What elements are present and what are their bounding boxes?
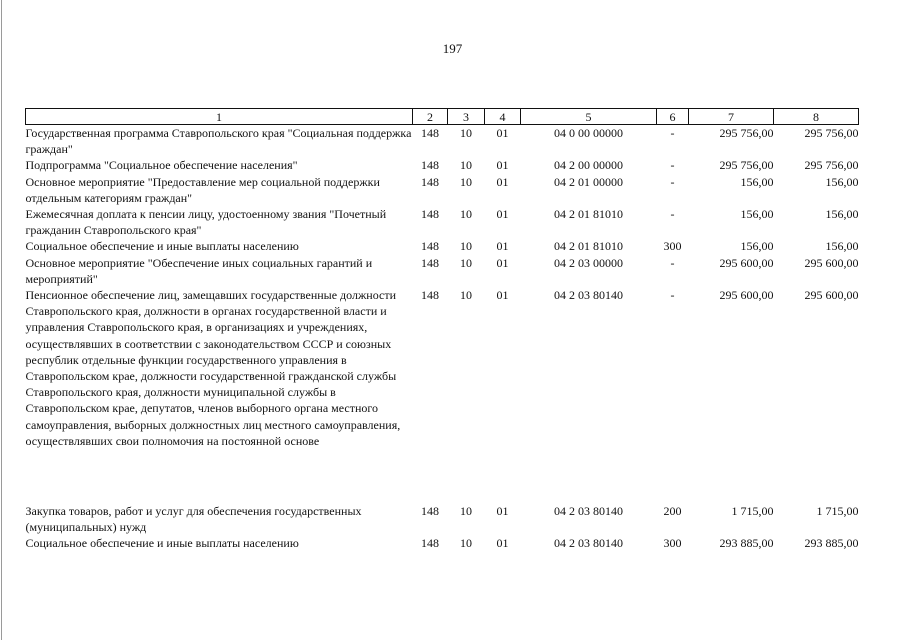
row-name: Государственная программа Ставропольского края "Социальная поддержка граждан" [25, 126, 412, 157]
table-row [26, 206, 859, 238]
row-c5: 04 2 01 81010 [554, 239, 623, 254]
row-c4: 01 [496, 288, 509, 303]
row-c2: 148 [421, 126, 439, 140]
row-c8: 295 756,00 [804, 126, 859, 140]
row-c4: 01 [496, 207, 509, 222]
table-row [26, 287, 859, 449]
row-c2: 148 [421, 239, 439, 254]
row-c3: 10 [460, 174, 472, 189]
budget-table [25, 108, 859, 552]
row-name: Основное мероприятие "Обеспечение иных социальных гарантий и мероприятий" [25, 255, 373, 286]
row-c2: 148 [421, 255, 439, 270]
row-c2: 148 [421, 174, 439, 189]
row-c3: 10 [460, 536, 472, 551]
header-col-3: 3 [448, 109, 485, 125]
header-col-5: 5 [521, 109, 657, 125]
row-c6: 200 [663, 504, 682, 519]
row-c7: 156,00 [740, 207, 774, 222]
row-c6: - [670, 255, 675, 270]
row-c4: 01 [496, 158, 509, 173]
row-c2: 148 [421, 158, 439, 173]
row-c3: 10 [460, 504, 472, 519]
row-c7: 1 715,00 [731, 504, 774, 519]
row-c2: 148 [421, 207, 439, 222]
row-name: Подпрограмма "Социальное обеспечение населения" [25, 158, 298, 173]
row-c2: 148 [421, 288, 439, 303]
row-c7: 295 756,00 [719, 126, 774, 140]
table-row [26, 535, 859, 551]
row-c5: 04 2 03 00000 [554, 255, 623, 270]
row-c5: 04 2 01 81010 [554, 207, 623, 222]
table-row [26, 157, 859, 173]
row-name: Социальное обеспечение и иные выплаты населению [25, 536, 299, 551]
row-c6: - [670, 288, 675, 303]
row-c8: 156,00 [825, 207, 859, 222]
header-col-6: 6 [657, 109, 689, 125]
row-c7: 295 600,00 [719, 255, 774, 270]
row-c5: 04 0 00 00000 [554, 126, 623, 140]
row-c3: 10 [460, 239, 472, 254]
table-row [26, 503, 859, 535]
row-c7: 295 600,00 [719, 288, 774, 303]
table-row [26, 125, 859, 158]
row-c3: 10 [460, 255, 472, 270]
row-c7: 295 756,00 [719, 158, 774, 173]
spacer-row [26, 449, 859, 503]
header-col-7: 7 [689, 109, 774, 125]
table-row [26, 255, 859, 287]
row-c8: 1 715,00 [816, 504, 859, 519]
row-c8: 295 600,00 [804, 288, 859, 303]
row-c3: 10 [460, 207, 472, 222]
row-c5: 04 2 00 00000 [554, 158, 623, 173]
row-name: Пенсионное обеспечение лиц, замещавших государственные должности Ставропольского края, должности в органах государственной власти и управления Ставропольского края, в организациях и учреждениях, осуществлявших в соответствии с законодательством СССР и союзных республик отдельные функции государственного управления в Ставропольском крае, должности государственной гражданской службы Ставропольского края, должности муниципальной службы в Ставропольском крае, депутатов, членов выборного органа местного самоуправления, выборных должностных лиц местного самоуправления, осуществлявших свои полномочия на постоянной основе [25, 288, 401, 448]
header-row [26, 109, 859, 125]
row-c6: 300 [663, 536, 682, 551]
row-name: Ежемесячная доплата к пенсии лицу, удостоенному звания "Почетный гражданин Ставропольского края" [25, 207, 387, 238]
row-c7: 156,00 [740, 239, 774, 254]
row-c6: 300 [663, 239, 682, 254]
row-c2: 148 [421, 536, 439, 551]
row-c6: - [670, 126, 675, 140]
row-c5: 04 2 03 80140 [554, 536, 623, 551]
page-number: 197 [442, 41, 463, 56]
row-c6: - [670, 174, 675, 189]
row-name: Социальное обеспечение и иные выплаты населению [25, 239, 299, 254]
row-c6: - [670, 158, 675, 173]
row-c4: 01 [496, 239, 509, 254]
spacer-cell [26, 449, 859, 503]
row-c4: 01 [496, 255, 509, 270]
row-c8: 293 885,00 [804, 536, 859, 551]
row-c4: 01 [496, 536, 509, 551]
table-row [26, 238, 859, 254]
row-c8: 156,00 [825, 239, 859, 254]
row-c3: 10 [460, 158, 472, 173]
row-c4: 01 [496, 174, 509, 189]
row-c3: 10 [460, 288, 472, 303]
row-c3: 10 [460, 126, 472, 140]
header-col-4: 4 [485, 109, 521, 125]
row-c5: 04 2 03 80140 [554, 288, 623, 303]
row-c6: - [670, 207, 675, 222]
row-name: Основное мероприятие "Предоставление мер социальной поддержки отдельным категориям граждан" [25, 174, 380, 205]
row-name: Закупка товаров, работ и услуг для обеспечения государственных (муниципальных) нужд [25, 504, 362, 535]
row-c4: 01 [496, 126, 509, 140]
row-c4: 01 [496, 504, 509, 519]
header-col-1: 1 [26, 109, 413, 125]
row-c8: 156,00 [825, 174, 859, 189]
row-c7: 156,00 [740, 174, 774, 189]
header-col-8: 8 [774, 109, 859, 125]
row-c5: 04 2 03 80140 [554, 504, 623, 519]
row-c8: 295 756,00 [804, 158, 859, 173]
row-c5: 04 2 01 00000 [554, 174, 623, 189]
row-c8: 295 600,00 [804, 255, 859, 270]
table-row [26, 174, 859, 206]
left-margin-rule [1, 0, 2, 640]
row-c2: 148 [421, 504, 439, 519]
header-col-2: 2 [413, 109, 448, 125]
row-c7: 293 885,00 [719, 536, 774, 551]
